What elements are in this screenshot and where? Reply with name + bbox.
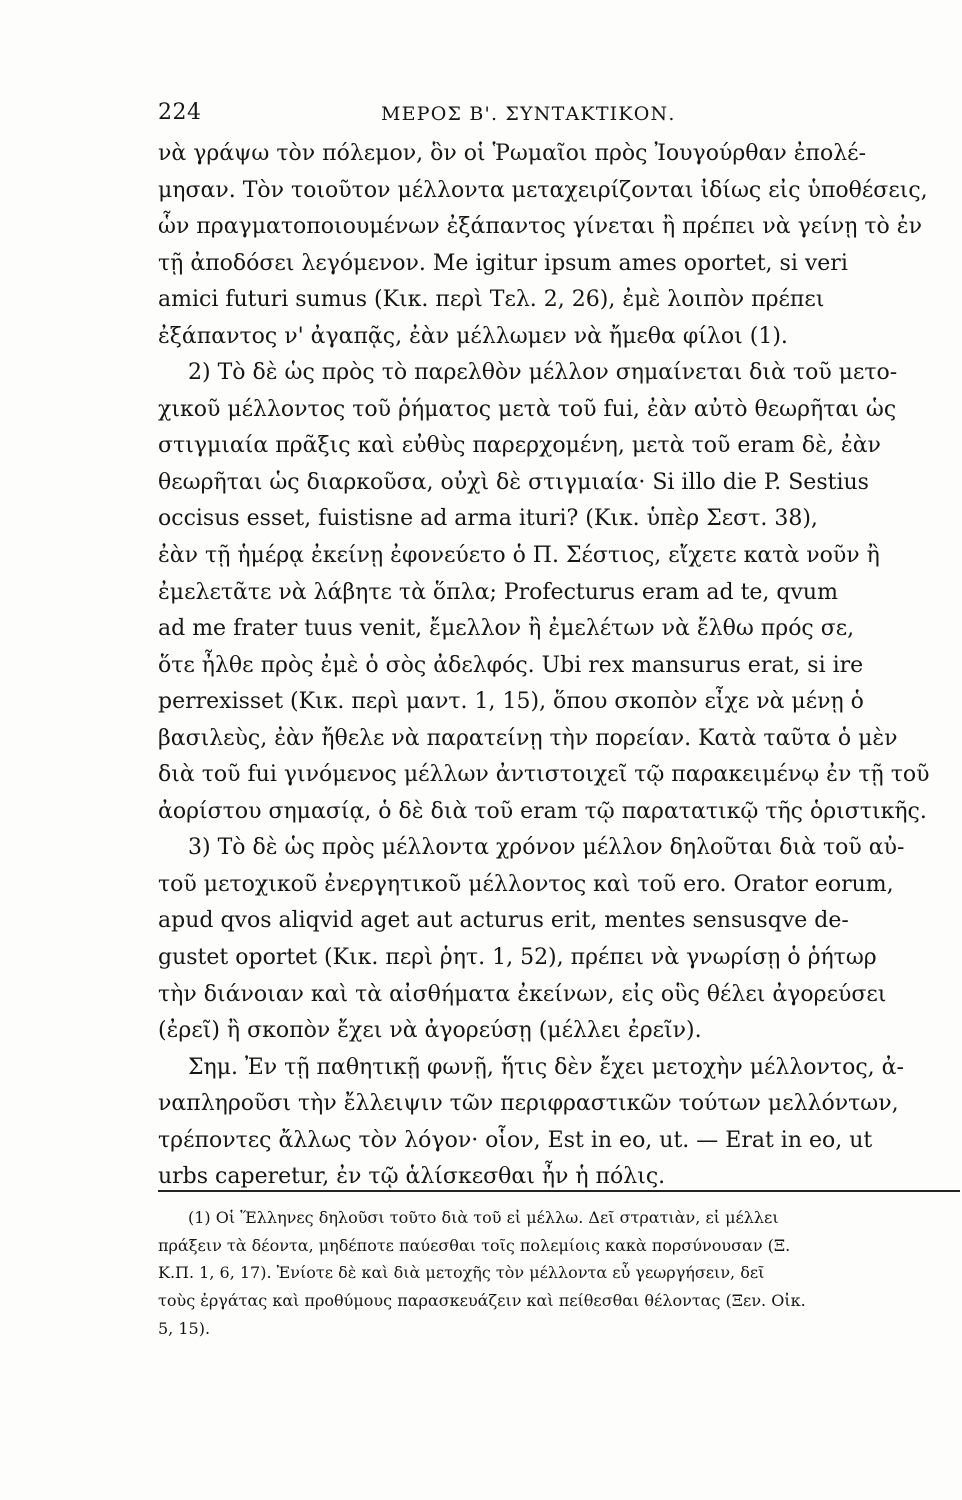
text-line: ὧν πραγματοποιουμένων ἐξάπαντος γίνεται ἢ πρέπει νὰ γείνῃ τὸ ἐν (158, 214, 922, 240)
text-line: βασιλεὺς, ἐὰν ἤθελε νὰ παρατείνῃ τὴν πορείαν. Κατὰ ταῦτα ὁ μὲν (158, 725, 898, 751)
text-line: gustet oportet (Κικ. περὶ ῥητ. 1, 52), πρέπει νὰ γνωρίσῃ ὁ ῥήτωρ (158, 945, 877, 971)
text-line: θεωρῆται ὡς διαρκοῦσα, οὐχὶ δὲ στιγμιαία· Si illo die P. Sestius (158, 469, 869, 495)
footnote-line: Κ.Π. 1, 6, 17). Ἐνίοτε δὲ καὶ διὰ μετοχῆς τὸν μέλλοντα εὖ γεωργήσειν, δεῖ (158, 1263, 765, 1283)
text-line: διὰ τοῦ fui γινόμενος μέλλων ἀντιστοιχεῖ τῷ παρακειμένῳ ἐν τῇ τοῦ (158, 762, 930, 788)
text-line: ἐὰν τῇ ἡμέρᾳ ἐκείνῃ ἐφονεύετο ὁ Π. Σέστιος, εἴχετε κατὰ νοῦν ἢ (158, 543, 880, 569)
text-line: χικοῦ μέλλοντος τοῦ ῥήματος μετὰ τοῦ fui, ἐὰν αὐτὸ θεωρῆται ὡς (158, 396, 897, 422)
text-line: urbs caperetur, ἐν τῷ ἁλίσκεσθαι ἦν ἡ πόλις. (158, 1164, 666, 1190)
footnote-rule (158, 1190, 960, 1192)
footnote-line: τοὺς ἐργάτας καὶ προθύμους παρασκευάζειν καὶ πείθεσθαι θέλοντας (Ξεν. Οἰκ. (158, 1291, 806, 1311)
text-line: Σημ. Ἐν τῇ παθητικῇ φωνῇ, ἥτις δὲν ἔχει μετοχὴν μέλλοντος, ἀ- (188, 1054, 904, 1080)
text-line: ναπληροῦσι τὴν ἔλλειψιν τῶν περιφραστικῶν τούτων μελλόντων, (158, 1091, 899, 1117)
footnote-line: πράξειν τὰ δέοντα, μηδέποτε παύεσθαι τοῖς πολεμίοις κακὰ πορσύνουσαν (Ξ. (158, 1235, 791, 1255)
text-line: occisus esset, fuistisne ad arma ituri? (Κικ. ὑπὲρ Σεστ. 38), (158, 506, 818, 532)
text-line: τρέποντες ἄλλως τὸν λόγον· οἷον, Est in eo, ut. — Erat in eo, ut (158, 1127, 873, 1153)
main-text (158, 136, 960, 1196)
footnote (158, 1204, 960, 1342)
text-line: 2) Τὸ δὲ ὡς πρὸς τὸ παρελθὸν μέλλον σημαίνεται διὰ τοῦ μετο- (188, 360, 898, 386)
footnote-line: 5, 15). (158, 1318, 211, 1338)
text-line: τοῦ μετοχικοῦ ἐνεργητικοῦ μέλλοντος καὶ τοῦ ero. Orator eorum, (158, 871, 894, 897)
text-line: apud qvos aliqvid aget aut acturus erit, mentes sensusqve de- (158, 908, 849, 934)
text-line: (ἐρεῖ) ἢ σκοπὸν ἔχει νὰ ἀγορεύσῃ (μέλλει ἐρεῖν). (158, 1018, 702, 1044)
text-line: τῇ ἀποδόσει λεγόμενον. Me igitur ipsum ames oportet, si veri (158, 250, 848, 276)
text-line: perrexisset (Κικ. περὶ μαντ. 1, 15), ὅπου σκοπὸν εἶχε νὰ μένῃ ὁ (158, 689, 864, 715)
text-line: τὴν διάνοιαν καὶ τὰ αἰσθήματα ἐκείνων, εἰς οὓς θέλει ἀγορεύσει (158, 981, 887, 1007)
text-line: ad me frater tuus venit, ἔμελλον ἢ ἐμελέτων νὰ ἔλθω πρός σε, (158, 616, 855, 642)
text-line: amici futuri sumus (Κικ. περὶ Τελ. 2, 26), ἐμὲ λοιπὸν πρέπει (158, 287, 825, 313)
text-line: ἀορίστου σημασίᾳ, ὁ δὲ διὰ τοῦ eram τῷ παρατατικῷ τῆς ὁριστικῆς. (158, 798, 927, 824)
text-line: στιγμιαία πρᾶξις καὶ εὐθὺς παρερχομένη, μετὰ τοῦ eram δὲ, ἐὰν (158, 433, 881, 459)
text-line: ἐμελετᾶτε νὰ λάβητε τὰ ὅπλα; Profecturus eram ad te, qvum (158, 579, 838, 605)
text-line: μησαν. Τὸν τοιοῦτον μέλλοντα μεταχειρίζονται ἰδίως εἰς ὑποθέσεις, (158, 177, 928, 203)
running-head (158, 100, 938, 134)
page-number: 224 (158, 100, 202, 125)
text-line: ἐξάπαντος ν' ἀγαπᾷς, ἐὰν μέλλωμεν νὰ ἤμεθα φίλοι (1). (158, 323, 788, 349)
running-title: ΜΕΡΟΣ Β'. ΣΥΝΤΑΚΤΙΚΟΝ. (381, 103, 676, 125)
text-line: ὅτε ἦλθε πρὸς ἐμὲ ὁ σὸς ἀδελφός. Ubi rex mansurus erat, si ire (158, 652, 864, 678)
text-line: 3) Τὸ δὲ ὡς πρὸς μέλλοντα χρόνον μέλλον δηλοῦται διὰ τοῦ αὐ- (188, 835, 905, 861)
footnote-line: (1) Οἱ Ἕλληνες δηλοῦσι τοῦτο διὰ τοῦ εἰ μέλλω. Δεῖ στρατιὰν, εἰ μέλλει (188, 1208, 779, 1227)
text-line: νὰ γράψω τὸν πόλεμον, ὃν οἱ Ῥωμαῖοι πρὸς Ἰουγούρθαν ἐπολέ- (158, 141, 867, 166)
